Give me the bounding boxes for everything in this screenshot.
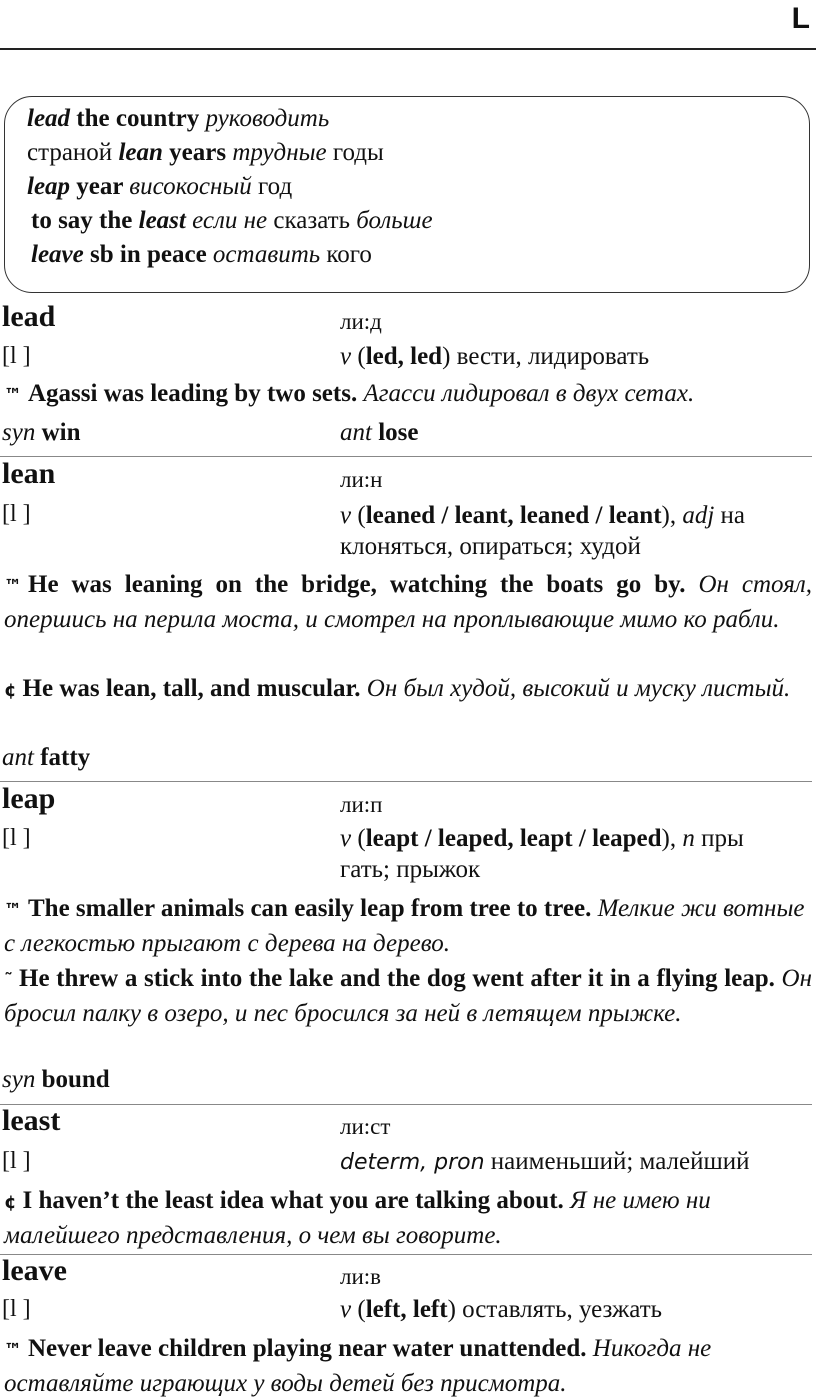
headword-leap: leap — [2, 782, 56, 815]
example-leap-2: ˜ He threw a stick into the lake and the dog went after it in a flying leap. Он бросил палку в озеро, и пес бросился за ней в летящем прыжке. — [4, 965, 812, 1027]
definition-lead: v (led, led) вести, лидировать — [340, 343, 650, 370]
headword-leave: leave — [2, 1254, 67, 1287]
definition-leave: v (left, left) оставлять, уезжать — [340, 1296, 663, 1323]
phrase-run: sb in peace — [83, 241, 213, 268]
pron-leap: ли:п — [340, 792, 383, 817]
phrase-run: least — [138, 207, 186, 234]
example-lean-2: ¢ He was lean, tall, and muscular. Он был худой, высокий и муску листый. — [4, 675, 791, 702]
pron-leave: ли:в — [340, 1264, 382, 1289]
phrase-run: leave — [31, 241, 84, 268]
phrase-run: годы — [326, 139, 384, 166]
headword-least: least — [2, 1104, 61, 1137]
phrase-line — [27, 139, 384, 167]
syn-lead: syn win — [2, 419, 81, 446]
phrase-line — [27, 173, 292, 201]
transcription-leap: [l ] — [2, 825, 31, 851]
phrase-run: years — [162, 139, 233, 166]
phrase-run: больше — [356, 207, 433, 234]
headword-lead: lead — [2, 300, 56, 333]
ant-lead: ant lose — [340, 419, 419, 446]
pron-lean: ли:н — [340, 467, 383, 492]
definition-least: determ, pron наименьший; малейший — [340, 1148, 750, 1175]
top-rule — [0, 48, 816, 50]
phrase-run: високосный — [129, 173, 252, 200]
pron-least: ли:ст — [340, 1114, 391, 1139]
phrase-run: страной — [27, 139, 119, 166]
phrase-run: оставить — [212, 241, 321, 268]
phrase-run: кого — [320, 241, 372, 268]
pron-lead: ли:д — [340, 309, 382, 334]
transcription-lean: [l ] — [2, 501, 31, 527]
phrase-run: lead — [27, 105, 71, 132]
phrase-run: lean — [118, 139, 163, 166]
syn-leap: syn bound — [2, 1066, 110, 1093]
example-least-1: ¢ I haven’t the least idea what you are talking about. Я не имею ни малейшего представления, о чем вы говорите. — [4, 1187, 711, 1249]
phrase-run: year — [70, 173, 130, 200]
transcription-least: [l ] — [2, 1148, 31, 1174]
separator — [0, 1104, 812, 1105]
example-leave-1: ™ Never leave children playing near water unattended. Никогда не оставляйте играющих у воды детей без присмотра. — [4, 1335, 712, 1397]
headword-lean: lean — [2, 457, 56, 490]
ant-lean: ant fatty — [2, 744, 91, 771]
phrase-line — [31, 207, 433, 235]
phrase-run: the country — [70, 105, 206, 132]
transcription-lead: [l ] — [2, 343, 31, 369]
phrase-run: год — [251, 173, 293, 200]
phrase-run: leap — [27, 173, 71, 200]
transcription-leave: [l ] — [2, 1296, 31, 1322]
separator — [0, 781, 812, 782]
phrase-line — [31, 241, 372, 269]
separator — [0, 1254, 812, 1255]
phrase-run: to say the — [31, 207, 139, 234]
phrases-box — [4, 96, 810, 293]
phrase-line — [27, 105, 329, 133]
phrase-run: если не — [185, 207, 268, 234]
phrase-run: сказать — [267, 207, 357, 234]
example-lean-1: ™ He was leaning on the bridge, watching the boats go by. Он стоял, опершись на перила моста, и смотрел на проплывающие мимо ко рабли. — [4, 571, 812, 633]
page-letter: L — [791, 2, 810, 35]
separator — [0, 456, 812, 457]
example-lead: ™ Agassi was leading by two sets. Агасси лидировал в двух сетах. — [4, 380, 695, 407]
example-leap-1: ™ The smaller animals can easily leap from tree to tree. Мелкие жи вотные с легкостью прыгают с дерева на дерево. — [4, 895, 805, 957]
phrase-run: руководить — [205, 105, 330, 132]
definition-leap: v (leapt / leaped, leapt / leaped), n пры гать; прыжок — [340, 825, 744, 883]
definition-lean: v (leaned / leant, leaned / leant), adj на клоняться, опираться; худой — [340, 502, 746, 560]
phrase-run: трудные — [232, 139, 327, 166]
